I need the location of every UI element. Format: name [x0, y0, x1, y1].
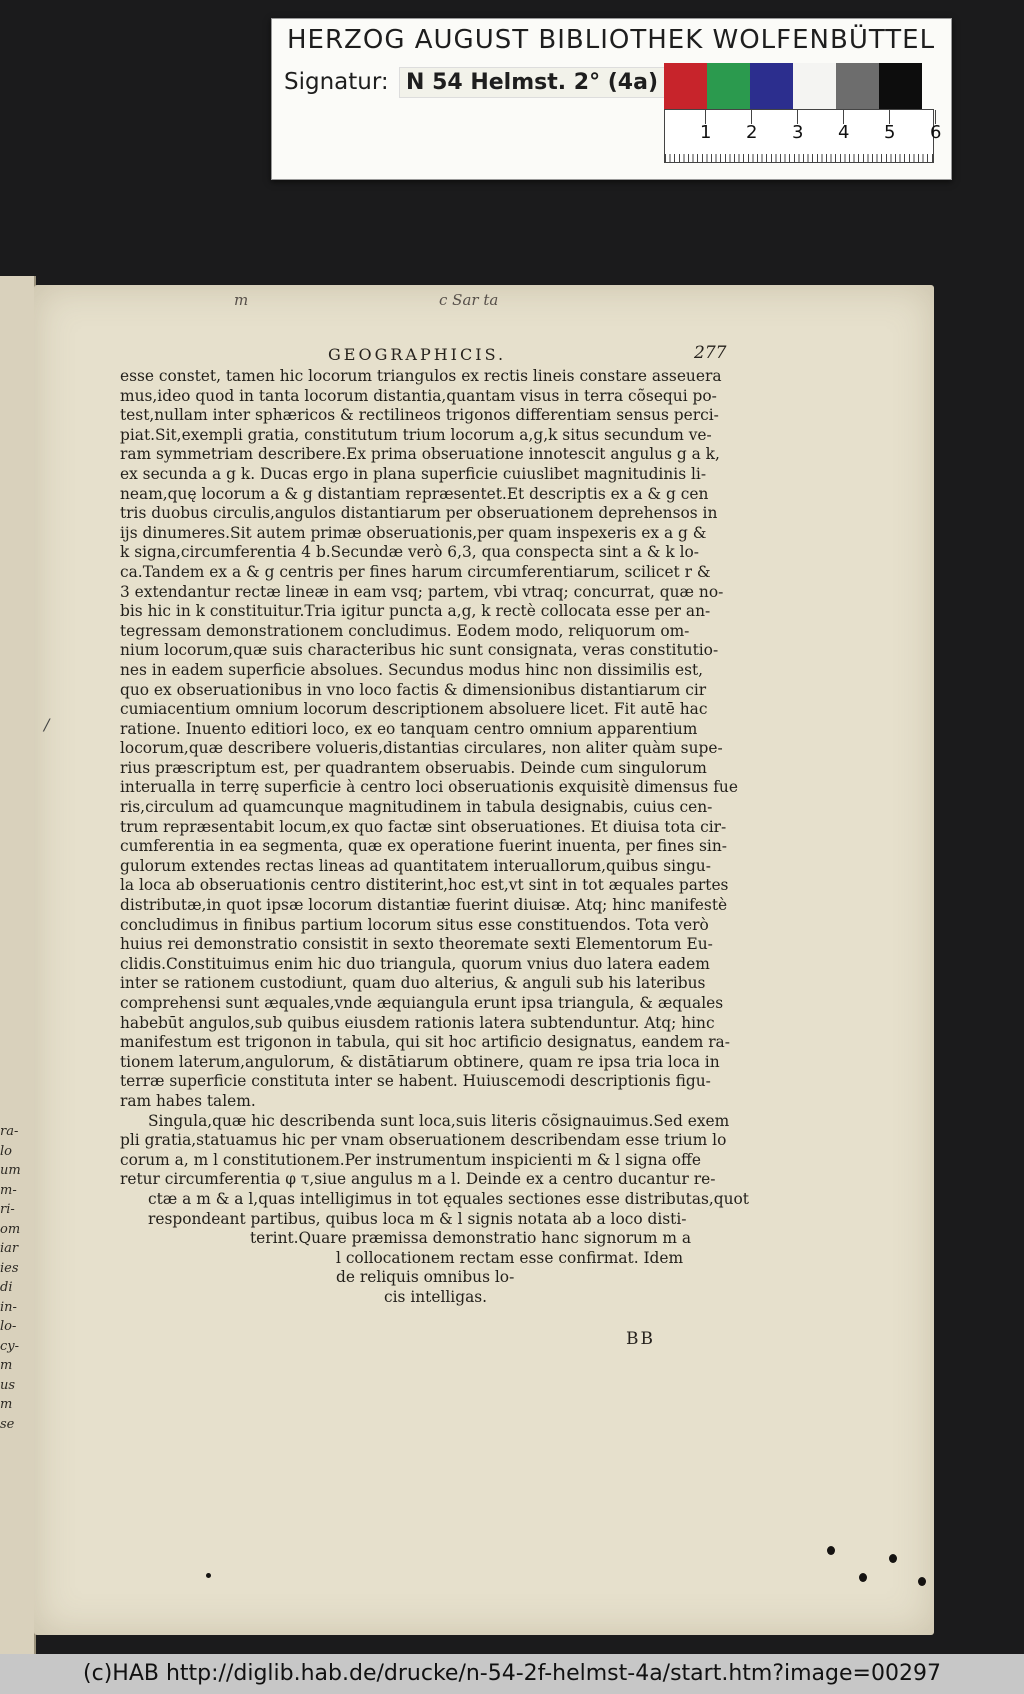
text-line: l collocationem rectam esse confirmat. Idem [336, 1248, 684, 1267]
text-line: la loca ab obseruationis centro distiterint,hoc est,vt sint in tot æquales partes [120, 876, 729, 895]
text-line: terint.Quare præmissa demonstratio hanc signorum m a [250, 1229, 692, 1248]
scale-ruler [664, 109, 942, 163]
text-line: distributæ,in quot ipsæ locorum distantiæ fuerint diuisæ. Atq; hinc manifestè [120, 896, 728, 915]
text-line: cis intelligas. [384, 1287, 488, 1306]
ruler-number: 4 [838, 122, 850, 143]
left-page-fragment: m [0, 1358, 13, 1373]
text-line: ijs dinumeres.Sit autem primæ obseruationis,per quam inspexeris ex a g & [120, 523, 707, 542]
text-line: comprehensi sunt æquales,vnde æquiangula erunt ipsa triangula, & æquales [120, 994, 724, 1012]
ruler-number: 6 [930, 122, 942, 143]
left-page-fragment: m [0, 1397, 13, 1412]
text-line: ctæ a m & a l,quas intelligimus in tot ęquales sectiones esse distributas,quot [148, 1189, 749, 1208]
color-swatch [664, 63, 707, 109]
left-page-fragment: us [0, 1377, 16, 1393]
text-line: esse constet, tamen hic locorum triangulos ex rectis lineis constare asseuera [120, 367, 722, 385]
text-line: neam,quę locorum a & g distantiam repræsentet.Et descriptis ex a & g cen [120, 484, 709, 503]
color-calibration-strip [664, 63, 922, 109]
text-line: mus,ideo quod in tanta locorum distantia,quantam visus in terra cõsequi po- [120, 386, 717, 405]
page-number: 277 [694, 343, 727, 363]
text-line: ex secunda a g k. Ducas ergo in plana superficie cuiuslibet magnitudinis li- [120, 464, 707, 483]
text-line: concludimus in finibus partium locorum situs esse constituendos. Tota verò [120, 915, 709, 934]
text-line: Singula,quæ hic describenda sunt loca,suis literis cõsignauimus.Sed exem [148, 1111, 730, 1130]
color-swatch [707, 63, 750, 109]
text-line: cumiacentium omnium locorum descriptionem absoluere licet. Fit autē hac [120, 700, 708, 719]
left-page-fragment: om [0, 1221, 21, 1237]
margin-mark: / [44, 715, 50, 734]
handwritten-note-1: m [234, 291, 249, 309]
text-line: retur circumferentia φ τ,siue angulus m a l. Deinde ex a centro ducantur re- [120, 1170, 716, 1189]
text-line: terræ superficie constituta inter se habent. Huiuscemodi descriptionis figu- [120, 1072, 711, 1091]
text-line: nium locorum,quæ suis characteribus hic sunt consignata, veras constitutio- [120, 641, 719, 660]
ruler-number: 2 [746, 122, 758, 143]
left-page-fragment: ra- [0, 1124, 19, 1139]
signature-label: Signatur: [284, 69, 389, 95]
text-line: test,nullam inter sphæricos & rectilineos trigonos differentiam sensus perci- [120, 406, 719, 425]
left-page-fragment: ri- [0, 1202, 15, 1217]
text-line: tris duobus circulis,angulos distantiarum per obseruationem deprehensos in [120, 504, 718, 523]
text-line: piat.Sit,exempli gratia, constitutum trium locorum a,g,k situs secundum ve- [120, 425, 712, 444]
text-line: ca.Tandem ex a & g centris per fines harum circumferentiarum, scilicet r & [120, 562, 711, 581]
text-line: k signa,circumferentia 4 b.Secundæ verò 6,3, qua conspecta sint a & k lo- [120, 543, 700, 562]
ruler-number: 3 [792, 122, 804, 143]
text-line: ris,circulum ad quamcunque magnitudinem in tabula designabis, cuius cen- [120, 798, 713, 817]
left-page-fragment: m- [0, 1182, 17, 1198]
text-line: ram habes talem. [120, 1091, 256, 1110]
text-line: rius præscriptum est, per quadrantem obseruabis. Deinde cum singulorum [120, 758, 707, 777]
text-line: habebūt angulos,sub quibus eiusdem rationis latera subtenduntur. Atq; hinc [120, 1013, 715, 1032]
text-line: nes in eadem superficie absolues. Secundus modus hinc non dissimilis est, [120, 660, 704, 679]
left-page-fragment: ies [0, 1260, 19, 1276]
ink-dot [827, 1546, 835, 1555]
left-page-edge [0, 276, 36, 1656]
color-swatch [793, 63, 836, 109]
text-line: locorum,quæ describere volueris,distantias circulares, non aliter quàm supe- [120, 739, 723, 758]
signature-mark: BB [626, 1329, 655, 1349]
text-line: huius rei demonstratio consistit in sexto theoremate sexti Elementorum Eu- [120, 935, 713, 954]
left-page-fragment: in- [0, 1299, 17, 1315]
color-swatch [750, 63, 793, 109]
color-swatch [836, 63, 879, 109]
library-name: HERZOG AUGUST BIBLIOTHEK WOLFENBÜTTEL [287, 25, 936, 55]
left-page-fragment: cy- [0, 1338, 20, 1354]
left-page-fragment: di [0, 1280, 13, 1295]
text-line: interualla in terrę superficie à centro loci obseruationis exquisitè dimensus fue [120, 778, 738, 797]
text-line: 3 extendantur rectæ lineæ in eam vsq; partem, vbi vtraq; concurrat, quæ no- [120, 582, 724, 601]
text-line: trum repræsentabit locum,ex quo factæ sint obseruationes. Et diuisa tota cir- [120, 817, 727, 836]
text-line: respondeant partibus, quibus loca m & l signis notata ab a loco disti- [148, 1209, 687, 1228]
page-body [120, 367, 770, 1308]
left-page-fragment: lo- [0, 1319, 17, 1334]
book-page [34, 285, 934, 1635]
text-line: bis hic in k constituitur.Tria igitur puncta a,g, k rectè collocata esse per an- [120, 602, 711, 621]
text-line: clidis.Constituimus enim hic duo triangula, quorum vnius duo latera eadem [120, 954, 710, 973]
text-line: tegressam demonstrationem concludimus. Eodem modo, reliquorum om- [120, 621, 690, 640]
left-page-fragment: lo [0, 1143, 12, 1159]
text-line: ram symmetriam describere.Ex prima obseruatione innotescit angulus g a k, [120, 445, 720, 464]
running-head: GEOGRAPHICIS. [328, 345, 507, 364]
ruler-number: 5 [884, 122, 896, 143]
text-line: corum a, m l constitutionem.Per instrumentum inspicienti m & l signa offe [120, 1150, 702, 1169]
text-line: tionem laterum,angulorum, & distātiarum obtinere, quam re ipsa tria loca in [120, 1052, 720, 1071]
text-line: manifestum est trigonon in tabula, qui sit hoc artificio designatus, eandem ra- [120, 1033, 730, 1052]
ink-dot [206, 1573, 211, 1578]
left-page-fragment: um [0, 1163, 21, 1178]
left-page-fragment: iar [0, 1241, 19, 1256]
color-swatch [879, 63, 922, 109]
handwritten-note-2: c Sar ta [439, 291, 499, 309]
text-line: cumferentia in ea segmenta, quæ ex operatione fuerint inuenta, per fines sin- [120, 837, 727, 856]
text-line: ratione. Inuento editiori loco, ex eo tanquam centro omnium apparentium [120, 719, 698, 738]
ink-dot [859, 1573, 867, 1582]
text-line: quo ex obseruationibus in vno loco factis & dimensionibus distantiarum cir [120, 680, 707, 699]
text-line: gulorum extendes rectas lineas ad quantitatem interuallorum,quibus singu- [120, 856, 711, 875]
image-credit: (c)HAB http://diglib.hab.de/drucke/n-54-2f-helmst-4a/start.htm?image=00297 [0, 1654, 1024, 1694]
ink-dot [918, 1577, 926, 1586]
signature-value: N 54 Helmst. 2° (4a) [399, 67, 665, 98]
ink-dot [889, 1554, 897, 1563]
text-line: pli gratia,statuamus hic per vnam obseruationem describendam esse trium lo [120, 1131, 727, 1150]
ruler-number: 1 [700, 122, 712, 143]
library-label-card [271, 18, 952, 180]
text-line: de reliquis omnibus lo- [336, 1268, 515, 1287]
text-line: inter se rationem custodiunt, quam duo alterius, & anguli sub his lateribus [120, 974, 706, 993]
left-page-fragment: se [0, 1416, 15, 1432]
